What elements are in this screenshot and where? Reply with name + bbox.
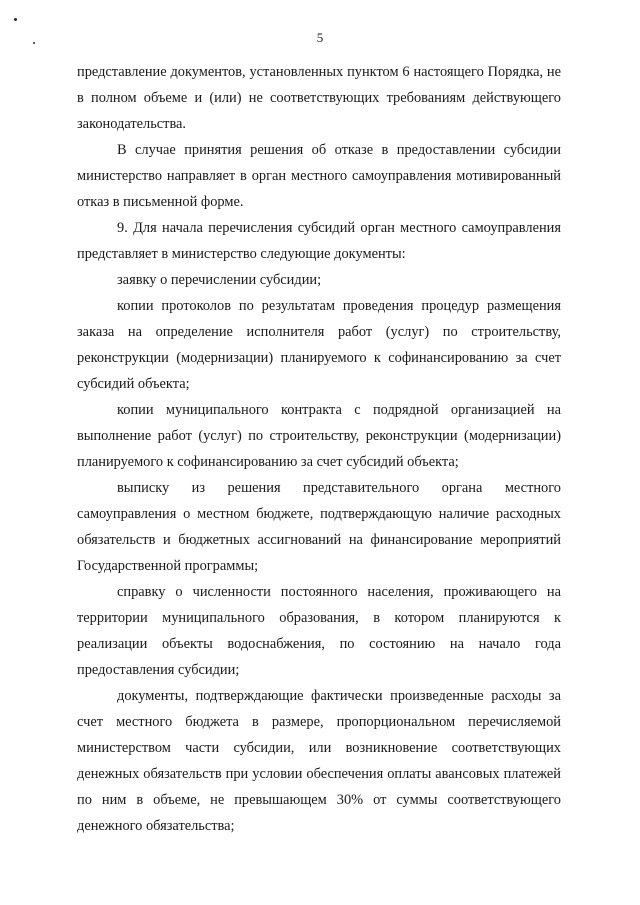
- paragraph: копии протоколов по результатам проведения процедур размещения заказа на определение исполнителя работ (услуг) по строительству, реконструкции (модернизации) планируемого к софинансированию за счет субсидий объекта;: [77, 298, 561, 392]
- paragraph: 9. Для начала перечисления субсидий орган местного самоуправления представляет в министерство следующие документы:: [77, 220, 561, 262]
- paragraph: заявку о перечислении субсидии;: [117, 272, 322, 288]
- paragraph: документы, подтверждающие фактически произведенные расходы за счет местного бюджета в размере, пропорциональном перечисляемой министерством части субсидии, или возникновение соответствующих денежных обязательств при условии обеспечения оплаты авансовых платежей по ним в объеме, не превышающем 30% от суммы соответствующего денежного обязательства;: [77, 688, 561, 834]
- document-body: [77, 59, 561, 839]
- paragraph: копии муниципального контракта с подрядной организацией на выполнение работ (услуг) по строительству, реконструкции (модернизации) планируемого к софинансированию за счет субсидий объекта;: [77, 402, 561, 470]
- paragraph: В случае принятия решения об отказе в предоставлении субсидии министерство направляет в орган местного самоуправления мотивированный отказ в письменной форме.: [77, 142, 561, 210]
- page-number: 5: [316, 30, 324, 45]
- paragraph: справку о численности постоянного населения, проживающего на территории муниципального образования, в котором планируются к реализации объекты водоснабжения, по состоянию на начало года предоставления субсидии;: [77, 584, 561, 678]
- scan-speck: [14, 18, 17, 21]
- paragraph: выписку из решения представительного органа местного самоуправления о местном бюджете, подтверждающую наличие расходных обязательств и бюджетных ассигнований на финансирование мероприятий Государственной программы;: [77, 480, 561, 574]
- paragraph: представление документов, установленных пунктом 6 настоящего Порядка, не в полном объеме и (или) не соответствующих требованиям действующего законодательства.: [77, 64, 561, 132]
